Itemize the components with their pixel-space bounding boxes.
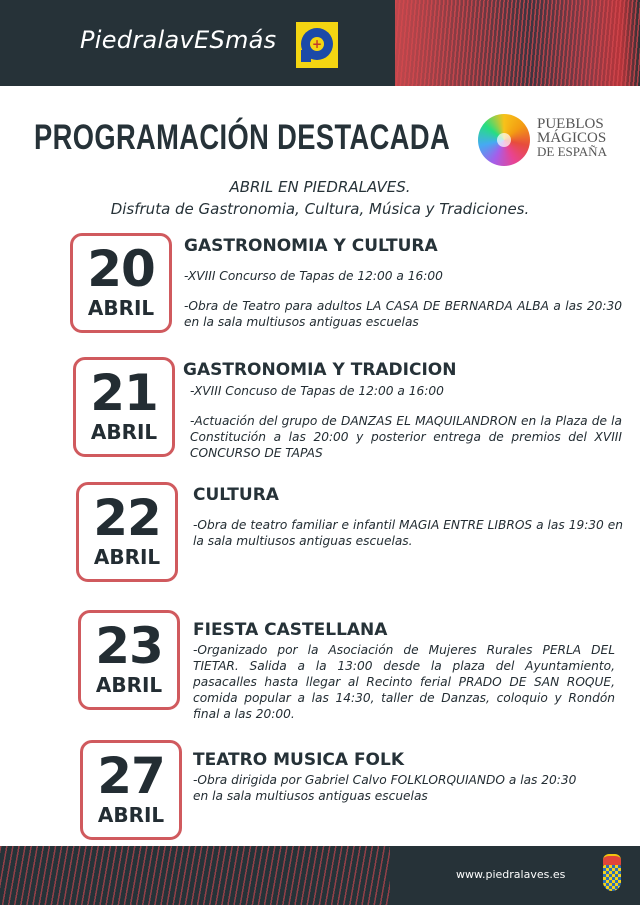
event-description: -Obra de teatro familiar e infantil MAGIA ENTRE LIBROS a las 19:30 en la sala multiusos antiguas escuelas. <box>193 518 623 548</box>
date-badge <box>70 233 172 333</box>
event-description: -XVIII Concurso de Tapas de 12:00 a 16:00 -Obra de Teatro para adultos LA CASA DE BERNARDA ALBA a las 20:30 en la sala multiusos antiguas escuelas <box>184 269 622 329</box>
date-month: ABRIL <box>95 673 163 697</box>
event-description: -Organizado por la Asociación de Mujeres Rurales PERLA DEL TIETAR. Salida a la 13:00 desde la plaza del Ayuntamiento, pasacalles hasta llegar al Recinto ferial PRADO DE SAN ROQUE, comida popular a las 14:30, taller de Danzas, coloquio y Rondón final a las 20:00. <box>193 643 615 721</box>
plus-icon: + <box>311 37 323 51</box>
date-month: ABRIL <box>90 420 158 444</box>
pueblos-magicos-text: PUEBLOS MÁGICOS DE ESPAÑA <box>537 116 607 159</box>
date-badge <box>76 482 178 582</box>
brand-logo-icon <box>296 22 338 68</box>
header-banner <box>0 0 640 86</box>
website-link[interactable]: www.piedralaves.es <box>456 868 566 881</box>
footer-banner <box>0 846 640 905</box>
event-title: TEATRO MUSICA FOLK <box>193 750 405 770</box>
date-month: ABRIL <box>87 296 155 320</box>
decorative-waves <box>395 0 640 86</box>
event-title: GASTRONOMIA Y TRADICION <box>183 360 457 380</box>
subtitle-line-2: Disfruta de Gastronomia, Cultura, Música y Tradiciones. <box>110 200 530 218</box>
event-title: GASTRONOMIA Y CULTURA <box>184 236 438 256</box>
date-badge <box>78 610 180 710</box>
date-month: ABRIL <box>97 803 165 827</box>
date-day: 23 <box>95 617 163 675</box>
date-badge <box>80 740 182 840</box>
pueblos-magicos-logo-icon <box>478 114 530 166</box>
page-title: PROGRAMACIÓN DESTACADA <box>34 118 451 157</box>
event-title: FIESTA CASTELLANA <box>193 620 388 640</box>
shield-icon <box>603 865 621 891</box>
decorative-waves <box>0 846 390 905</box>
date-day: 22 <box>93 489 161 547</box>
date-day: 21 <box>90 364 158 422</box>
event-description: -XVIII Concuso de Tapas de 12:00 a 16:00 -Actuación del grupo de DANZAS EL MAQUILANDRON en la Plaza de la Constitución a las 20:00 y posterior entrega de premios del XVIII CONCURSO DE TAPAS <box>190 384 622 460</box>
date-badge <box>73 357 175 457</box>
coat-of-arms-icon <box>601 854 623 896</box>
brand-name: PiedralavESmás <box>80 26 277 54</box>
date-month: ABRIL <box>93 545 161 569</box>
event-description: -Obra dirigida por Gabriel Calvo FOLKLORQUIANDO a las 20:30 en la sala multiusos antiguas escuelas <box>193 773 577 803</box>
event-title: CULTURA <box>193 485 279 505</box>
date-day: 27 <box>97 747 165 805</box>
date-day: 20 <box>87 240 155 298</box>
subtitle-line-1: ABRIL EN PIEDRALAVES. <box>229 178 411 196</box>
